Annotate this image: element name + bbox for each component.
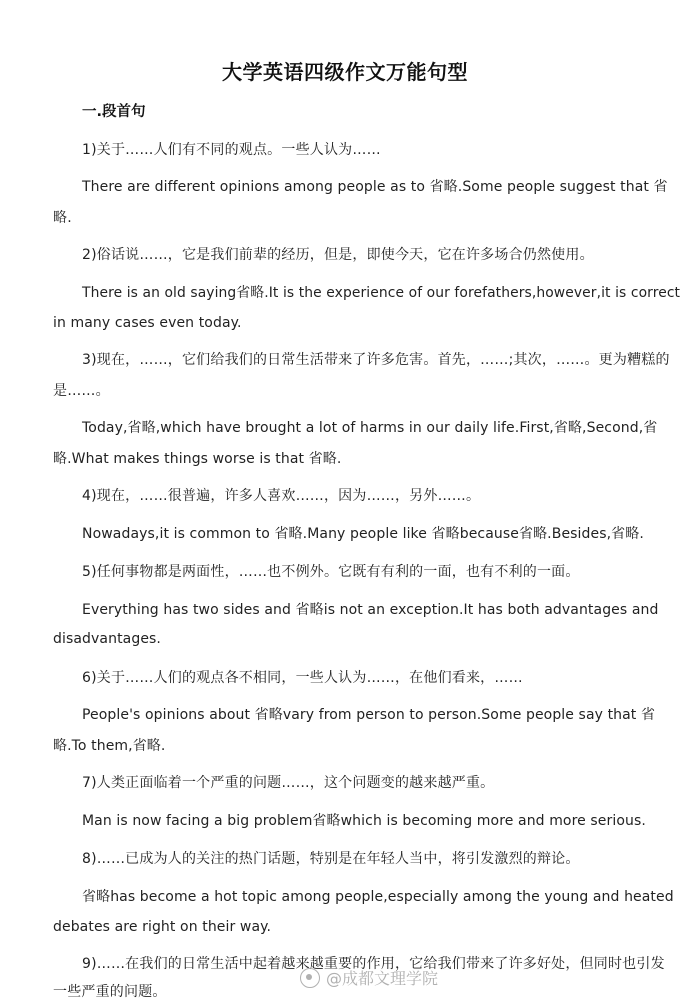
- paragraph-line: 7)人类正面临着一个严重的问题……，这个问题变的越来越严重。: [82, 775, 495, 791]
- paragraph-line: 4)现在，……很普遍，许多人喜欢……，因为……，另外……。: [82, 488, 481, 504]
- section-heading: 一.段首句: [82, 104, 146, 120]
- paragraph-line: 省略has become a hot topic among people,especially among the young and heated: [82, 889, 674, 905]
- paragraph-line: disadvantages.: [53, 631, 161, 647]
- line-text: There are different opinions among people as to 省略.Some people suggest that 省: [82, 179, 668, 195]
- weibo-icon: [300, 968, 320, 988]
- paragraph-line: Everything has two sides and 省略is not an exception.It has both advantages and: [82, 602, 659, 618]
- paragraph-line: 略.: [53, 210, 72, 226]
- paragraph-line: Man is now facing a big problem省略which is becoming more and more serious.: [82, 813, 646, 829]
- paragraph-line: 略.What makes things worse is that 省略.: [53, 451, 342, 467]
- document-title: 大学英语四级作文万能句型: [222, 60, 468, 84]
- paragraph-line: 9)……在我们的日常生活中起着越来越重要的作用，它给我们带来了许多好处，但同时也引发: [82, 956, 665, 972]
- paragraph-line: [82, 177, 668, 197]
- paragraph-line: 是……。: [53, 383, 110, 399]
- paragraph-line: There is an old saying省略.It is the experience of our forefathers,however,it is correct: [82, 285, 681, 301]
- paragraph-line: 5)任何事物都是两面性，……也不例外。它既有有利的一面，也有不利的一面。: [82, 564, 580, 580]
- paragraph-line: People's opinions about 省略vary from person to person.Some people say that 省: [82, 707, 656, 723]
- watermark: [300, 966, 438, 989]
- paragraph-line: 一些严重的问题。: [53, 984, 167, 1000]
- paragraph-line: Today,省略,which have brought a lot of harms in our daily life.First,省略,Second,省: [82, 420, 658, 436]
- paragraph-line: 3)现在，……，它们给我们的日常生活带来了许多危害。首先，……;其次，……。更为糟糕的: [82, 352, 670, 368]
- paragraph-line: 8)……已成为人的关注的热门话题，特别是在年轻人当中，将引发激烈的辩论。: [82, 851, 580, 867]
- paragraph-line: 略.To them,省略.: [53, 738, 166, 754]
- paragraph-line: 2)俗话说……，它是我们前辈的经历，但是，即使今天，它在许多场合仍然使用。: [82, 247, 594, 263]
- paragraph-line: in many cases even today.: [53, 315, 242, 331]
- paragraph-line: Nowadays,it is common to 省略.Many people like 省略because省略.Besides,省略.: [82, 526, 644, 542]
- paragraph-line: 1)关于……人们有不同的观点。一些人认为……: [82, 142, 381, 158]
- watermark-text: @成都文理学院: [326, 969, 439, 988]
- paragraph-line: 6)关于……人们的观点各不相同，一些人认为……，在他们看来，……: [82, 670, 523, 686]
- paragraph-line: debates are right on their way.: [53, 919, 272, 935]
